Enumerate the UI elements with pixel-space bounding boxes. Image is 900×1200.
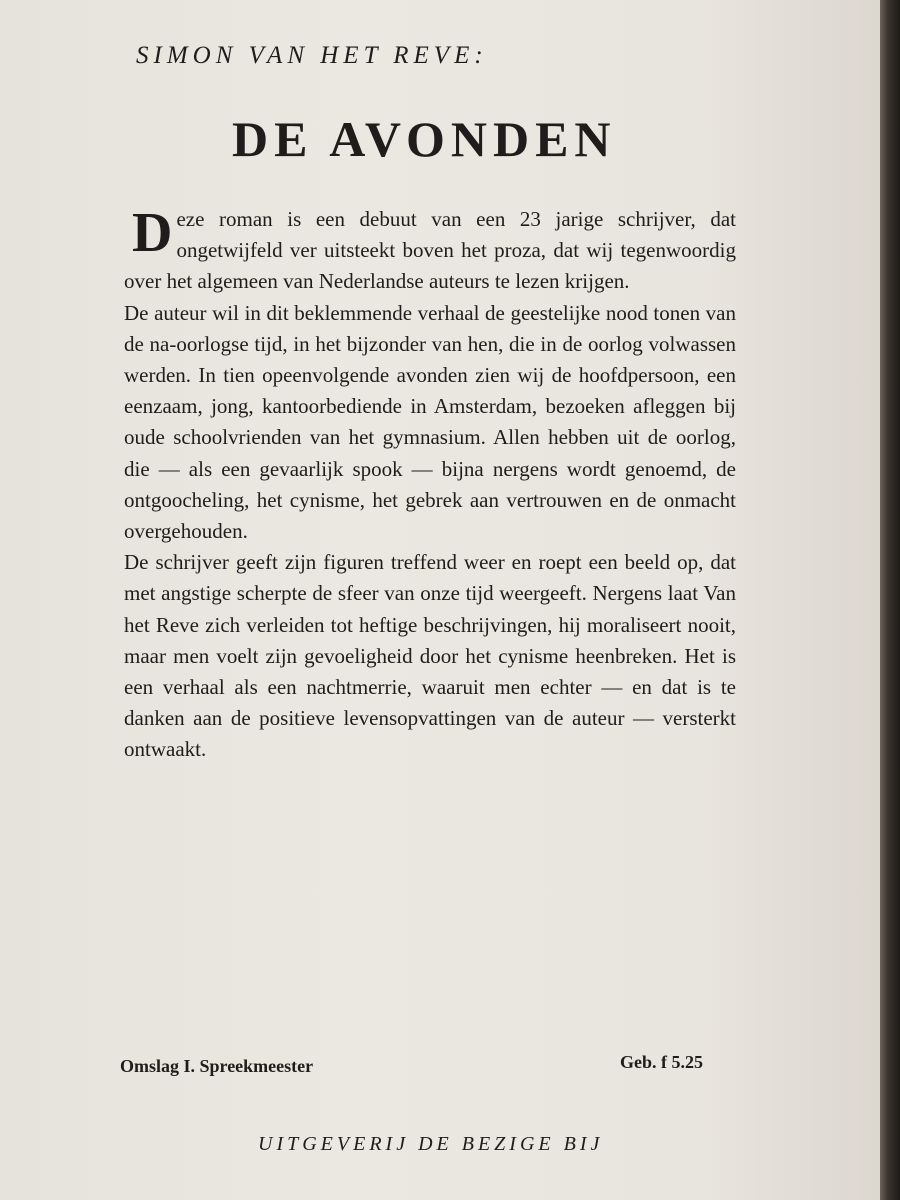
blurb-paragraph-1 [124, 204, 736, 298]
blurb-text [124, 204, 736, 766]
book-spine-edge [880, 0, 900, 1200]
book-title: DE AVONDEN [232, 111, 617, 167]
blurb-paragraph-2: De auteur wil in dit beklemmende verhaal de geestelijke nood tonen van de na-oorlogse tijd, in het bijzonder van hen, die in de oorlog volwassen werden. In tien opeenvolgende avonden zien wij de hoofdpersoon, een eenzaam, jong, kantoorbediende in Amsterdam, bezoeken afleggen bij oude schoolvrienden van het gymnasium. Allen hebben uit de oorlog, die — als een gevaarlijk spook — bijna nergens wordt genoemd, de ontgoocheling, het cynisme, het gebrek aan vertrouwen en de onmacht overgehouden. [124, 300, 736, 544]
publisher-name: UITGEVERIJ DE BEZIGE BIJ [258, 1133, 604, 1155]
price-label: Geb. f 5.25 [620, 1052, 703, 1072]
author-heading: SIMON VAN HET REVE: [136, 42, 488, 69]
blurb-paragraph-3: De schrijver geeft zijn figuren treffend weer en roept een beeld op, dat met angstige scherpte de sfeer van onze tijd weergeeft. Nergens laat Van het Reve zich verleiden tot heftige beschrijvingen, hij moraliseert nooit, maar men voelt zijn gevoeligheid door het cynisme heenbreken. Het is een verhaal als een nachtmerrie, waaruit men echter — en dat is te danken aan de positieve levensopvattingen van de auteur — versterkt ontwaakt. [124, 550, 736, 762]
cover-credit: Omslag I. Spreekmeester [120, 1056, 314, 1076]
drop-cap: D [132, 202, 173, 264]
paragraph-1-text: eze roman is een debuut van een 23 jarige schrijver, dat ongetwijfeld ver uitsteekt boven het proza, dat wij tegenwoordig over het algemeen van Nederlandse auteurs te lezen krijgen. [124, 207, 736, 294]
